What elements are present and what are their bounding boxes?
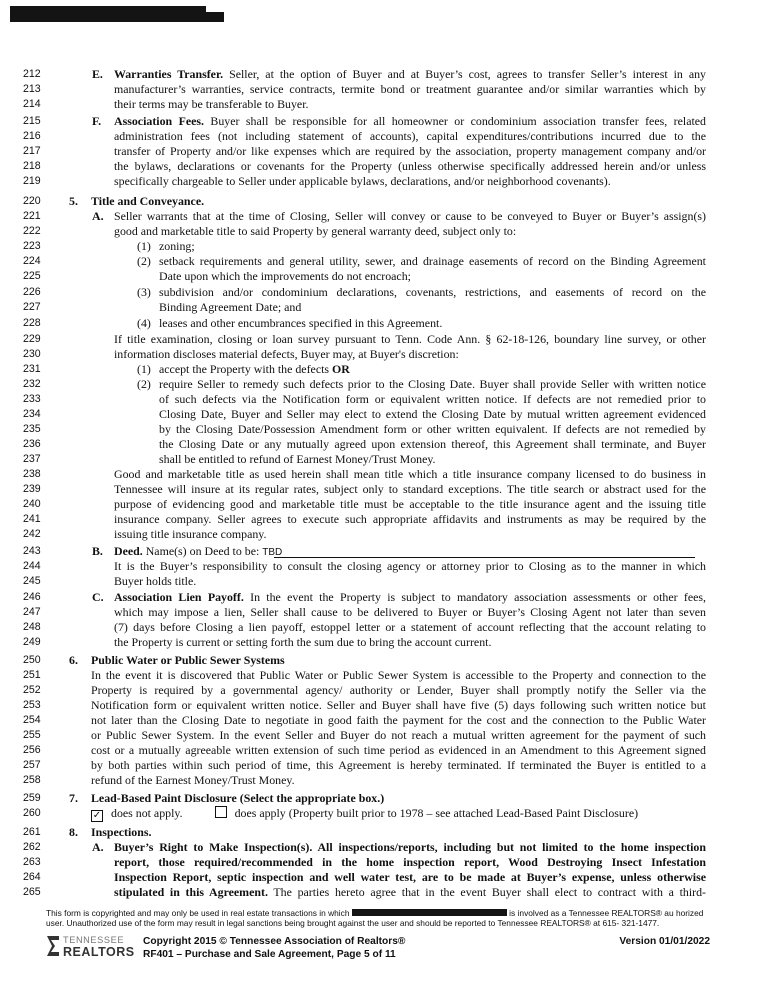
doc-line-265	[0, 885, 772, 900]
line-number: 236	[23, 438, 41, 450]
line-number: 247	[23, 606, 41, 618]
line-text: issuing title insurance company.	[114, 527, 267, 541]
line-text: purpose of evidencing good and marketable title must be acceptable to the title insurance agent and the issuing title	[114, 497, 706, 511]
line-text: accept the Property with the defects OR	[159, 362, 350, 376]
line-number: 252	[23, 684, 41, 696]
line-number: 223	[23, 240, 41, 252]
line-number: 248	[23, 621, 41, 633]
doc-line-212	[0, 67, 772, 82]
doc-line-255	[0, 728, 772, 743]
doc-line-259	[0, 791, 772, 806]
doc-line-236	[0, 437, 772, 452]
line-text: the bylaws, declarations or covenants for the Property (unless otherwise specifically addressed herein and/or unless	[114, 159, 706, 173]
doc-line-238	[0, 467, 772, 482]
line-text: If title examination, closing or loan survey pursuant to Tenn. Code Ann. § 62-18-126, boundary line survey, or other	[114, 332, 706, 346]
line-number: 219	[23, 175, 41, 187]
doc-line-258	[0, 773, 772, 788]
section-label: 7.	[69, 791, 78, 805]
doc-line-242	[0, 527, 772, 542]
doc-line-226	[0, 285, 772, 300]
line-number: 250	[23, 654, 41, 666]
line-number: 262	[23, 841, 41, 853]
deed-name-field[interactable]	[274, 557, 695, 558]
line-text: cost or a mutually agreeable written extension of such time period as evidenced in an Amendment to this Agreement signed	[91, 743, 706, 757]
doc-line-251	[0, 668, 772, 683]
line-text: not later than the Closing Date to negotiate in good faith the payment for the cost and the connection to the Public Water	[91, 713, 706, 727]
section-label: C.	[92, 590, 104, 604]
line-number: 235	[23, 423, 41, 435]
doc-line-215	[0, 114, 772, 129]
doc-line-231	[0, 362, 772, 377]
line-number: 212	[23, 68, 41, 80]
line-text: Association Lien Payoff. In the event the Property is subject to mandatory association assessments or other fees,	[114, 590, 706, 604]
line-number: 256	[23, 744, 41, 756]
line-number: 259	[23, 792, 41, 804]
option-label: does not apply.	[111, 806, 183, 820]
line-number: 263	[23, 856, 41, 868]
line-text: Buyer holds title.	[114, 574, 197, 588]
line-text: Deed. Name(s) on Deed to be: TBD	[114, 544, 283, 558]
doc-line-245	[0, 574, 772, 589]
line-number: 234	[23, 408, 41, 420]
doc-line-213	[0, 82, 772, 97]
line-text: (7) days before Closing a lien payoff, estoppel letter or a statement of account reflecting that the account relating to	[114, 620, 706, 634]
line-number: 258	[23, 774, 41, 786]
notice-text: is involved as a Tennessee REALTORS® au horized	[509, 908, 704, 918]
line-number: 251	[23, 669, 41, 681]
line-text: Date upon which the improvements do not encroach;	[159, 269, 411, 283]
line-text: Closing Date, Buyer and Seller may elect to extend the Closing Date by mutual written agreement evidenced	[159, 407, 706, 421]
section-label: (3)	[137, 285, 151, 299]
line-number: 249	[23, 636, 41, 648]
doc-line-229	[0, 332, 772, 347]
line-text: Binding Agreement Date; and	[159, 300, 302, 314]
line-number: 233	[23, 393, 41, 405]
line-number: 243	[23, 545, 41, 557]
section-label: A.	[92, 209, 104, 223]
line-number: 254	[23, 714, 41, 726]
doc-line-261	[0, 825, 772, 840]
line-text: of such defects via the Notification form or equivalent written notice. If defects are not remedied prior to	[159, 392, 706, 406]
line-number: 253	[23, 699, 41, 711]
line-text: specifically chargeable to Seller under applicable bylaws, declarations, and/or neighborhood covenants).	[114, 174, 611, 188]
section-label: (2)	[137, 254, 151, 268]
line-text: stipulated in this Agreement. The parties hereto agree that in the event Buyer shall elect to contract with a third-	[114, 885, 706, 899]
doc-line-263	[0, 855, 772, 870]
doc-line-235	[0, 422, 772, 437]
line-text: refund of the Earnest Money/Trust Money.	[91, 773, 295, 787]
line-text: manufacturer’s warranties, service contracts, termite bond or treatment guarantee and/or similar warranties which by	[114, 82, 706, 96]
doc-line-264	[0, 870, 772, 885]
doc-line-233	[0, 392, 772, 407]
line-number: 240	[23, 498, 41, 510]
section-label: (2)	[137, 377, 151, 391]
line-text: the Property is current or setting forth the sum due to bring the account current.	[114, 635, 492, 649]
line-number: 216	[23, 130, 41, 142]
line-number: 213	[23, 83, 41, 95]
doc-line-222	[0, 224, 772, 239]
line-number: 260	[23, 807, 41, 819]
section-label: F.	[92, 114, 102, 128]
doc-line-232	[0, 377, 772, 392]
line-number: 217	[23, 145, 41, 157]
line-text: Buyer’s Right to Make Inspection(s). All inspections/reports, including but not limited to the home inspection	[114, 840, 706, 854]
logo-text-bottom: REALTORS	[63, 945, 135, 959]
section-label: (1)	[137, 239, 151, 253]
redaction-bar	[352, 909, 507, 916]
doc-line-224	[0, 254, 772, 269]
line-text: Inspection Report, septic inspection and well water test, are to be made at Buyer’s expense, unless otherwise	[114, 870, 706, 884]
line-text: Seller warrants that at the time of Closing, Seller will convey or cause to be conveyed to Buyer or Buyer’s assign(s)	[114, 209, 706, 223]
line-number: 244	[23, 560, 41, 572]
line-text: leases and other encumbrances specified in this Agreement.	[159, 316, 443, 330]
doc-line-220	[0, 194, 772, 209]
notice-text: This form is copyrighted and may only be used in real estate transactions in which	[46, 908, 350, 918]
line-text: Tennessee will insure at its regular rates, subject only to standard exceptions. The title search or abstract used for the	[114, 482, 706, 496]
doc-line-254	[0, 713, 772, 728]
section-label: 6.	[69, 653, 78, 667]
doc-line-228	[0, 316, 772, 331]
notice-text: user. Unauthorized use of the form may result in legal sanctions being brought against the user and should be reported to Tennessee REALTORS® at 615- 321-1477.	[46, 918, 660, 928]
doc-line-218	[0, 159, 772, 174]
doc-line-253	[0, 698, 772, 713]
line-number: 228	[23, 317, 41, 329]
line-text: Public Water or Public Sewer Systems	[91, 653, 285, 667]
line-text: zoning;	[159, 239, 195, 253]
doc-line-216	[0, 129, 772, 144]
line-text: or Public Sewer System. In the event Seller and Buyer do not reach a mutual written agreement for the payment of such	[91, 728, 706, 742]
line-number: 264	[23, 871, 41, 883]
doc-line-237	[0, 452, 772, 467]
line-text: It is the Buyer’s responsibility to consult the closing agency or attorney prior to Closing as to the manner in which	[114, 559, 706, 573]
doc-line-246	[0, 590, 772, 605]
section-label: 8.	[69, 825, 78, 839]
line-number: 239	[23, 483, 41, 495]
section-label: A.	[92, 840, 104, 854]
line-number: 229	[23, 333, 41, 345]
doc-line-239	[0, 482, 772, 497]
line-number: 245	[23, 575, 41, 587]
copyright-line: Copyright 2015 © Tennessee Association of Realtors®	[143, 936, 406, 947]
line-text: Inspections.	[91, 825, 152, 839]
doc-line-249	[0, 635, 772, 650]
form-title: RF401 – Purchase and Sale Agreement, Page 5 of 11	[143, 949, 396, 960]
line-text: information discloses material defects, Buyer may, at Buyer's discretion:	[114, 347, 459, 361]
line-number: 222	[23, 225, 41, 237]
line-number: 257	[23, 759, 41, 771]
line-text: the Closing Date or any mutually agreed upon extension thereof, this Agreement shall terminate, and Buyer	[159, 437, 706, 451]
line-text: insurance company. Seller agrees to execute such appropriate affidavits and instruments as may be required by the	[114, 512, 706, 526]
line-number: 224	[23, 255, 41, 267]
section-label: 5.	[69, 194, 78, 208]
line-text: good and marketable title to said Property by general warranty deed, subject only to:	[114, 224, 517, 238]
line-number: 231	[23, 363, 41, 375]
line-number: 225	[23, 270, 41, 282]
line-text	[91, 806, 706, 822]
form-version: Version 01/01/2022	[619, 936, 710, 947]
section-label: E.	[92, 67, 103, 81]
line-number: 255	[23, 729, 41, 741]
doc-line-247	[0, 605, 772, 620]
doc-line-250	[0, 653, 772, 668]
doc-line-252	[0, 683, 772, 698]
line-number: 242	[23, 528, 41, 540]
line-number: 226	[23, 286, 41, 298]
doc-line-225	[0, 269, 772, 284]
line-text: Notification form or equivalent written notice. Seller and Buyer shall have five (5) days following such written notice but	[91, 698, 706, 712]
line-text: report, those required/recommended in the home inspection report, Wood Destroying Insect Infestation	[114, 855, 706, 869]
logo-text-top: TENNESSEE	[63, 935, 125, 945]
line-text: subdivision and/or condominium declarations, covenants, restrictions, and easements of record on the	[159, 285, 706, 299]
tennessee-realtors-logo	[46, 934, 136, 960]
line-text: by the Closing Date/Possession Amendment form or other written equivalent. If defects are not remedied by	[159, 422, 706, 436]
line-number: 215	[23, 115, 41, 127]
doc-line-240	[0, 497, 772, 512]
checkbox-does-apply[interactable]	[215, 806, 227, 818]
doc-line-221	[0, 209, 772, 224]
line-number: 218	[23, 160, 41, 172]
doc-line-244	[0, 559, 772, 574]
option-label: does apply (Property built prior to 1978 – see attached Lead-Based Paint Disclosure)	[234, 806, 639, 820]
line-text: shall be entitled to refund of Earnest Money/Trust Money.	[159, 452, 436, 466]
realtors-logo-icon	[46, 934, 60, 958]
line-text: Association Fees. Buyer shall be responsible for all homeowner or condominium association transfer fees, related	[114, 114, 706, 128]
doc-line-248	[0, 620, 772, 635]
doc-line-214	[0, 97, 772, 112]
line-text: Property is required by a governmental agency/ authority or Lender, Buyer shall promptly notify the Seller via the	[91, 683, 706, 697]
doc-line-243	[0, 544, 772, 559]
section-label: (1)	[137, 362, 151, 376]
line-number: 241	[23, 513, 41, 525]
line-number: 261	[23, 826, 41, 838]
doc-line-217	[0, 144, 772, 159]
line-text: setback requirements and general utility, sewer, and drainage easements of record on the Binding Agreement	[159, 254, 706, 268]
doc-line-262	[0, 840, 772, 855]
line-text: require Seller to remedy such defects prior to the Closing Date. Buyer shall provide Seller with written notice	[159, 377, 706, 391]
doc-line-230	[0, 347, 772, 362]
doc-line-260	[0, 806, 772, 821]
line-text: by both parties within such period of time, this Agreement is hereby terminated. If terminated the Buyer is entitled to a	[91, 758, 706, 772]
copyright-notice	[46, 908, 746, 928]
section-label: (4)	[137, 316, 151, 330]
doc-line-256	[0, 743, 772, 758]
doc-line-234	[0, 407, 772, 422]
line-text: Title and Conveyance.	[91, 194, 205, 208]
doc-line-227	[0, 300, 772, 315]
line-number: 230	[23, 348, 41, 360]
line-text: Lead-Based Paint Disclosure (Select the appropriate box.)	[91, 791, 385, 805]
doc-line-223	[0, 239, 772, 254]
doc-line-219	[0, 174, 772, 189]
line-text: In the event it is discovered that Public Water or Public Sewer System is accessible to the Property and connection to the	[91, 668, 706, 682]
line-text: Good and marketable title as used herein shall mean title which a title insurance company licensed to do business in	[114, 467, 706, 481]
line-text: administration fees (not including statement of accounts), capital expenditures/contributions incurred due to the	[114, 129, 706, 143]
line-number: 237	[23, 453, 41, 465]
checkbox-does-not-apply[interactable]: ✓	[92, 810, 102, 821]
line-number: 221	[23, 210, 41, 222]
line-text: transfer of Property and/or like expenses which are required by the association, property management company and/or	[114, 144, 706, 158]
line-number: 220	[23, 195, 41, 207]
redaction-bar	[10, 12, 224, 22]
line-number: 227	[23, 301, 41, 313]
line-text: their terms may be transferable to Buyer.	[114, 97, 309, 111]
line-number: 232	[23, 378, 41, 390]
line-number: 265	[23, 886, 41, 898]
section-label: B.	[92, 544, 103, 558]
line-number: 238	[23, 468, 41, 480]
doc-line-257	[0, 758, 772, 773]
line-text: Warranties Transfer. Seller, at the option of Buyer and at Buyer’s cost, agrees to transfer Seller’s interest in any	[114, 67, 706, 81]
line-text: which may impose a lien, Seller shall cause to be delivered to Buyer or Buyer’s Closing Agent not later than seven	[114, 605, 706, 619]
doc-line-241	[0, 512, 772, 527]
line-number: 246	[23, 591, 41, 603]
line-number: 214	[23, 98, 41, 110]
